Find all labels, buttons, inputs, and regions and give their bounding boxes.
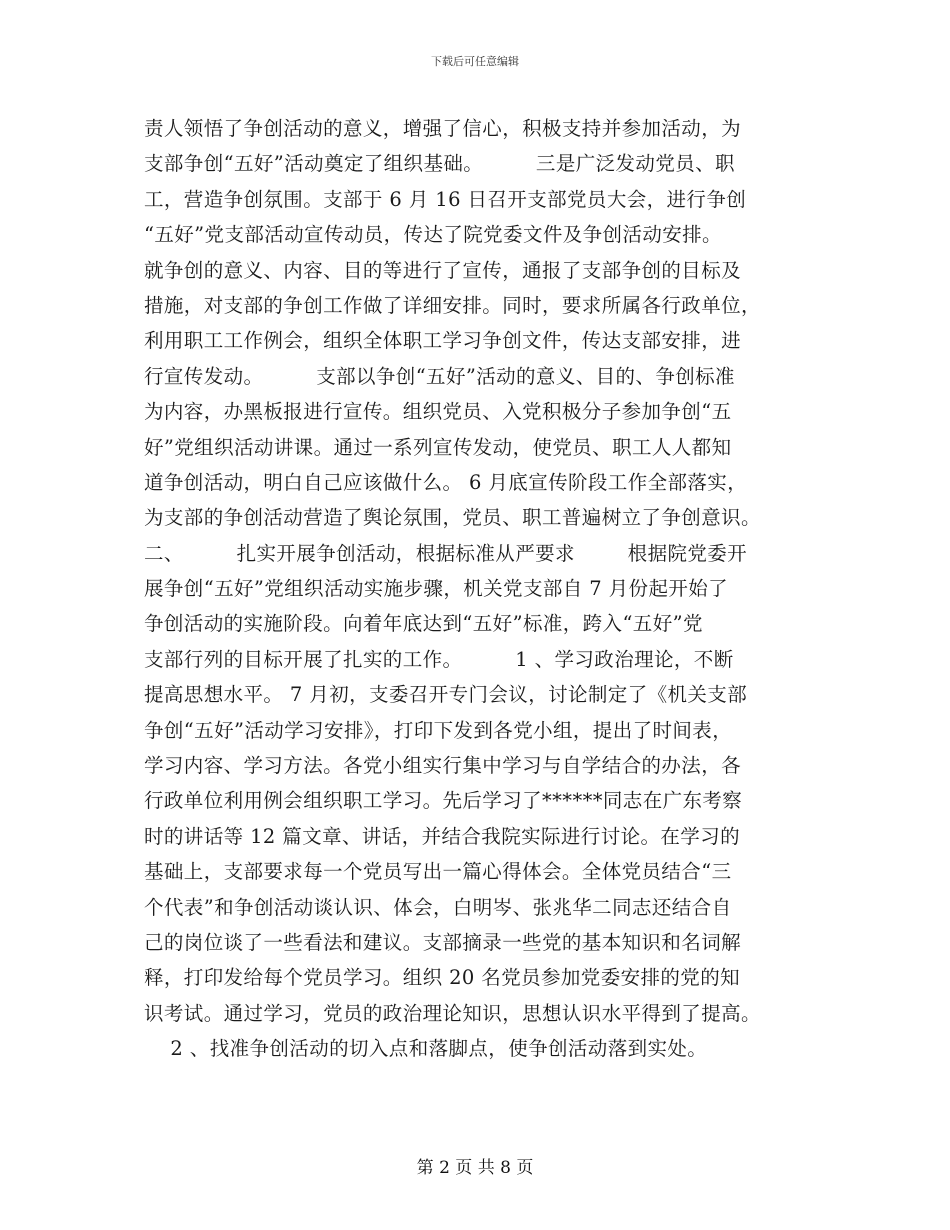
text-line: 学习内容、学习方法。各党小组实行集中学习与自学结合的办法，各	[144, 754, 742, 778]
text-line: 个代表”和争创活动谈认识、体会，白明岑、张兆华二同志还结合自	[144, 895, 732, 919]
text-line: 工，营造争创氛围。支部于 6 月 16 日召开支部党员大会，进行争创	[144, 187, 747, 211]
text-line: 释，打印发给每个党员学习。组织 20 名党员参加党委安排的党的知	[144, 966, 741, 990]
page-footer: 第 2 页 共 8 页	[416, 1158, 534, 1178]
text-line: 好”党组织活动讲课。通过一系列宣传发动，使党员、职工人人都知	[144, 435, 732, 459]
text-line: 2 、找准争创活动的切入点和落脚点，使争创活动落到实处。	[144, 1037, 708, 1061]
text-line: 道争创活动，明白自己应该做什么。 6 月底宣传阶段工作全部落实，	[144, 470, 748, 494]
text-line: “五好”党支部活动宣传动员，传达了院党委文件及争创活动安排。	[144, 223, 722, 247]
text-line: 为内容，办黑板报进行宣传。组织党员、入党积极分子参加争创“五	[144, 400, 732, 424]
text-line: 责人领悟了争创活动的意义，增强了信心，积极支持并参加活动，为	[144, 117, 742, 140]
text-line: 支部争创“五好”活动奠定了组织基础。 三是广泛发动党员、职	[144, 152, 735, 176]
text-line: 争创“五好”活动学习安排》，打印下发到各党小组，提出了时间表，	[144, 718, 733, 742]
text-line: 基础上，支部要求每一个党员写出一篇心得体会。全体党员结合“三	[144, 860, 732, 884]
text-line: 行宣传发动。 支部以争创“五好”活动的意义、目的、争创标准	[144, 364, 735, 388]
document-body	[144, 111, 814, 1067]
page-header: 下载后可任意编辑	[431, 55, 519, 68]
text-line: 识考试。通过学习，党员的政治理论知识，思想认识水平得到了提高。	[144, 1001, 761, 1025]
text-line: 二、 扎实开展争创活动，根据标准从严要求 根据院党委开	[144, 541, 748, 565]
text-line: 支部行列的目标开展了扎实的工作。 1 、学习政治理论，不断	[144, 647, 734, 671]
text-line: 时的讲话等 12 篇文章、讲话，并结合我院实际进行讨论。在学习的	[144, 824, 741, 848]
text-line: 争创活动的实施阶段。向着年底达到“五好”标准，跨入“五好”党	[144, 612, 703, 636]
text-line: 展争创“五好”党组织活动实施步骤，机关党支部自 7 月份起开始了	[144, 577, 729, 601]
text-line: 措施，对支部的争创工作做了详细安排。同时，要求所属各行政单位，	[144, 293, 761, 317]
text-line: 就争创的意义、内容、目的等进行了宣传，通报了支部争创的目标及	[144, 258, 742, 282]
text-line: 行政单位利用例会组织职工学习。先后学习了******同志在广东考察	[144, 789, 743, 813]
text-line: 己的岗位谈了一些看法和建议。支部摘录一些党的基本知识和名词解	[144, 930, 742, 954]
text-line: 利用职工工作例会，组织全体职工学习争创文件，传达支部安排，进	[144, 329, 742, 353]
text-line: 提高思想水平。 7 月初，支委召开专门会议，讨论制定了《机关支部	[144, 683, 748, 707]
text-line: 为支部的争创活动营造了舆论氛围，党员、职工普遍树立了争创意识。	[144, 506, 761, 530]
